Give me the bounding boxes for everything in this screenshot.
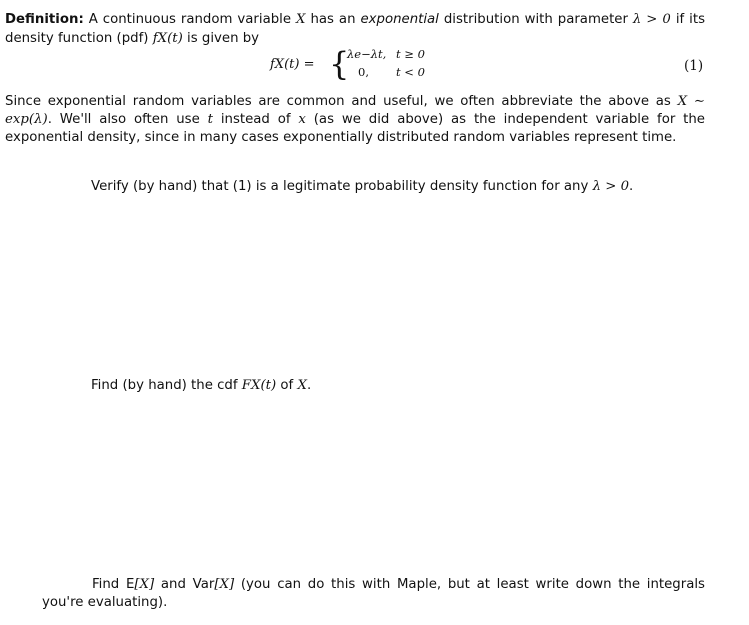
task-text: .	[306, 378, 312, 393]
math-variable: X	[296, 12, 306, 27]
case-condition: t < 0	[396, 65, 425, 79]
explanation-paragraph	[5, 93, 705, 147]
parameter-condition: λ > 0	[592, 179, 630, 194]
task-find-moments	[42, 576, 705, 612]
left-brace: {	[329, 45, 350, 83]
cdf-symbol: FX(t)	[241, 378, 277, 393]
task-text: Find E	[92, 577, 135, 592]
case-value: λe−λt,	[347, 47, 387, 61]
task-text: and Var	[154, 577, 215, 592]
definition-text: if its density function (pdf)	[5, 12, 706, 46]
definition-text: has an	[305, 12, 361, 27]
paragraph-text: . We'll also often use	[47, 112, 208, 127]
task-text: Verify (by hand) that (1) is a legitimate probability density function for any	[91, 179, 593, 194]
pdf-equation	[270, 45, 450, 87]
case-condition: t ≥ 0	[396, 47, 425, 61]
definition-text: is given by	[182, 31, 260, 46]
definition-text: distribution with parameter	[438, 12, 633, 27]
pdf-symbol: fX(t)	[152, 31, 183, 46]
math-expression: [X]	[134, 577, 155, 592]
math-variable: X	[297, 378, 307, 393]
equation-number: (1)	[684, 58, 704, 74]
case-value: 0,	[358, 65, 369, 79]
math-expression: [X]	[214, 577, 235, 592]
paragraph-text: Since exponential random variables are common and useful, we often abbreviate the above as	[5, 94, 678, 109]
equation-lhs: fX(t) =	[270, 57, 315, 72]
definition-paragraph	[5, 10, 705, 48]
task-text: .	[629, 179, 634, 194]
task-text: of	[276, 378, 298, 393]
paragraph-text: (as we did above) as the independent variable for the exponential density, since in many cases exponentially distributed random variables represent time.	[5, 112, 705, 145]
emphasis-text: exponential	[360, 12, 439, 27]
parameter-condition: λ > 0	[632, 12, 671, 27]
notation: X ∼ exp(λ)	[5, 94, 705, 127]
definition-text: A continuous random variable	[83, 12, 297, 27]
definition-label: Definition:	[5, 12, 84, 27]
task-text: Find (by hand) the cdf	[91, 378, 242, 393]
paragraph-text: instead of	[212, 112, 299, 127]
math-variable: t	[207, 112, 213, 127]
math-variable: x	[298, 112, 306, 127]
task-text: (you can do this with Maple, but at least write down the integrals you're evaluating).	[42, 577, 705, 610]
task-find-cdf	[91, 377, 311, 395]
task-verify-pdf	[91, 178, 633, 196]
